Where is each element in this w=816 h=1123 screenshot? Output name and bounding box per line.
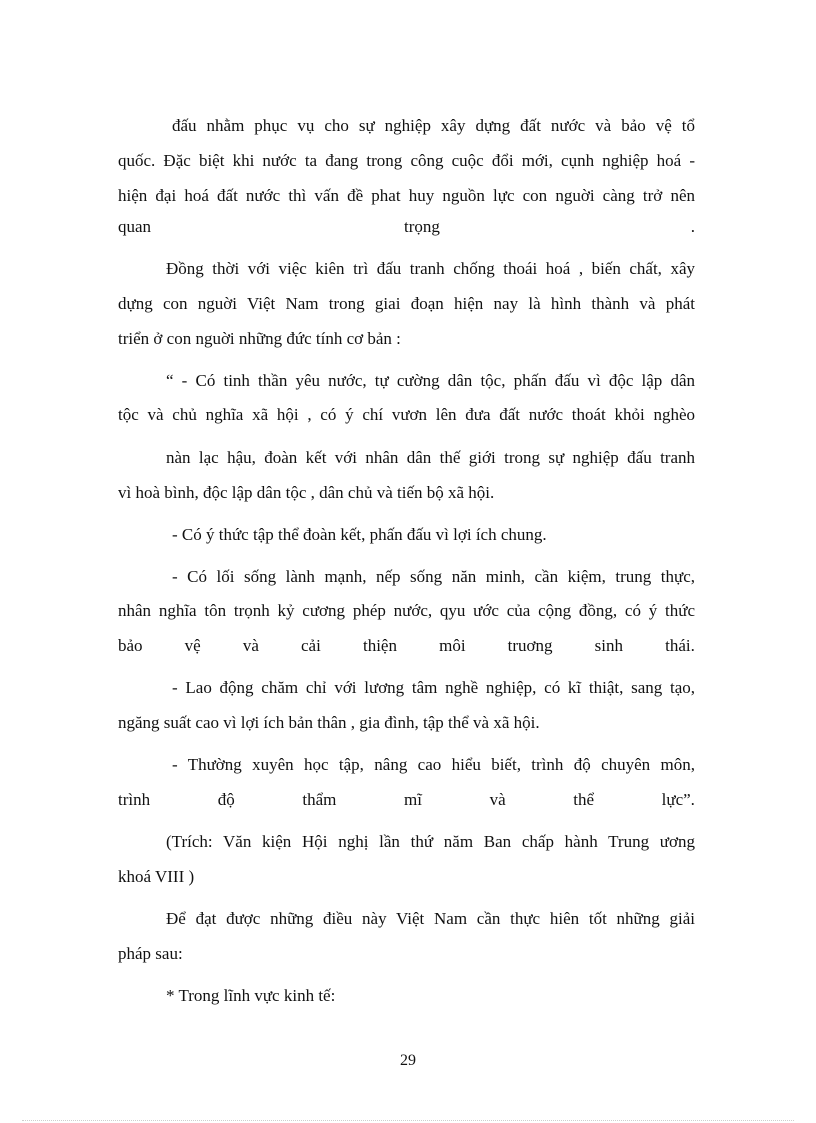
paragraph-3-line-3: nàn lạc hậu, đoàn kết với nhân dân thế giới trong sự nghiệp đấu tranh: [166, 448, 695, 467]
paragraph-5-word-8: sinh: [594, 636, 624, 655]
paragraph-1-word-quan: quan: [118, 217, 152, 236]
paragraph-5-word-5: thiện: [362, 636, 397, 655]
paragraph-5-word-4: cải: [301, 636, 321, 655]
paragraph-7-word-2: độ: [217, 790, 235, 809]
paragraph-7-word-1: trình: [118, 790, 151, 809]
paragraph-2-line-3: triển ở con nguời những đức tính cơ bản :: [118, 329, 401, 348]
paragraph-6-line-1: - Lao động chăm chỉ với lương tâm nghề nghiệp, có kĩ thiật, sang tạo,: [172, 678, 695, 697]
paragraph-7-word-7: lực”.: [661, 790, 695, 809]
page-bottom-divider: [22, 1120, 794, 1121]
paragraph-4-line-1: - Có ý thức tập thể đoàn kết, phấn đấu vì lợi ích chung.: [172, 525, 547, 544]
paragraph-7-line-1: - Thường xuyên học tập, nâng cao hiểu biết, trình độ chuyên môn,: [172, 755, 695, 774]
paragraph-9-line-2: pháp sau:: [118, 944, 183, 963]
paragraph-2-line-2: dựng con nguời Việt Nam trong giai đoạn hiện nay là hình thành và phát: [118, 294, 695, 313]
paragraph-9-line-1: Để đạt được những điều này Việt Nam cần thực hiên tốt những giải: [166, 909, 695, 928]
paragraph-7-word-3: thẩm: [302, 790, 337, 809]
section-heading-economy: * Trong lĩnh vực kinh tế:: [166, 986, 336, 1005]
paragraph-5-word-7: truơng: [507, 636, 553, 655]
paragraph-5-line-2: nhân nghĩa tôn trọnh kỷ cương phép nước, qyu ước của cộng đồng, có ý thức: [118, 601, 695, 620]
paragraph-1-word-trong: trọng: [404, 217, 440, 236]
paragraph-1-line-2: quốc. Đặc biệt khi nước ta đang trong công cuộc đổi mới, cụnh nghiệp hoá -: [118, 151, 695, 170]
paragraph-1-line-1: đấu nhằm phục vụ cho sự nghiệp xây dựng đất nước và bảo vệ tổ: [172, 116, 695, 135]
paragraph-5-line-1: - Có lối sống lành mạnh, nếp sống năn minh, cần kiệm, trung thực,: [172, 567, 695, 586]
page-number: 29: [400, 1052, 416, 1069]
paragraph-7-line-2: [118, 790, 695, 812]
paragraph-5-word-1: bảo: [118, 636, 143, 655]
paragraph-3-line-2: tộc và chủ nghĩa xã hội , có ý chí vươn lên đưa đất nước thoát khỏi nghèo: [118, 405, 695, 424]
paragraph-5-word-9: thái.: [665, 636, 695, 655]
citation-line-1: (Trích: Văn kiện Hội nghị lần thứ năm Ban chấp hành Trung ương: [166, 832, 695, 851]
paragraph-1-period: .: [690, 217, 695, 236]
paragraph-1-line-3: hiện đại hoá đất nước thì vấn đề phat huy nguồn lực con nguời càng trở nên: [118, 186, 695, 205]
paragraph-2-line-1: Đồng thời với việc kiên trì đấu tranh chống thoái hoá , biến chất, xây: [166, 259, 695, 278]
paragraph-3-line-4: vì hoà bình, độc lập dân tộc , dân chủ và tiến bộ xã hội.: [118, 483, 495, 502]
paragraph-6-line-2: ngăng suất cao vì lợi ích bản thân , gia đình, tập thể và xã hội.: [118, 713, 540, 732]
paragraph-5-word-6: môi: [439, 636, 466, 655]
paragraph-5-word-3: và: [242, 636, 259, 655]
paragraph-7-word-5: và: [489, 790, 506, 809]
citation-line-2: khoá VIII ): [118, 867, 195, 886]
paragraph-7-word-6: thể: [573, 790, 595, 809]
paragraph-3-line-1: “ - Có tinh thần yêu nước, tự cường dân tộc, phấn đấu vì độc lập dân: [166, 371, 695, 390]
paragraph-1-line-4: [118, 217, 695, 239]
paragraph-7-word-4: mĩ: [403, 790, 422, 809]
paragraph-5-line-3: [118, 636, 695, 658]
paragraph-5-word-2: vệ: [184, 636, 201, 655]
